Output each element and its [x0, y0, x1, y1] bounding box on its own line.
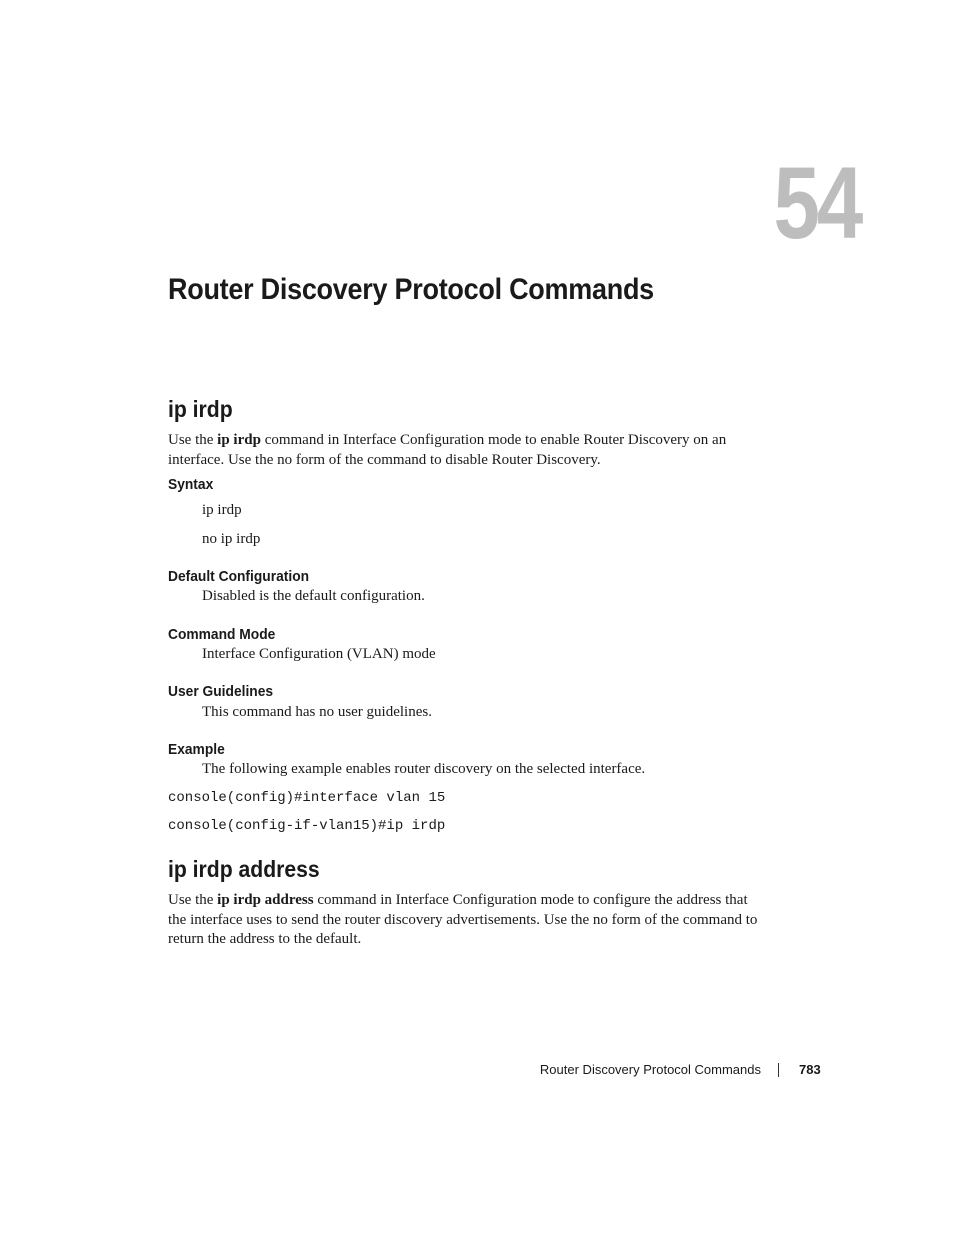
- syntax-line: ip irdp: [202, 502, 242, 518]
- section2-intro-line2: the interface uses to send the router discovery advertisements. Use the no form of the command to: [168, 911, 758, 928]
- section2-intro-line1: [168, 891, 798, 911]
- footer-chapter-label: Router Discovery Protocol Commands: [539, 1062, 761, 1077]
- command-mode-text: Interface Configuration (VLAN) mode: [202, 646, 436, 662]
- code-line: console(config)#interface vlan 15: [168, 790, 446, 806]
- example-text: The following example enables router discovery on the selected interface.: [202, 761, 646, 777]
- default-config-heading: Default Configuration: [168, 568, 310, 585]
- section-heading-ip-irdp-address: ip irdp address: [168, 856, 320, 882]
- section-heading-ip-irdp: ip irdp: [168, 396, 233, 422]
- command-name: ip irdp: [217, 432, 261, 448]
- chapter-title: Router Discovery Protocol Commands: [168, 273, 654, 306]
- example-heading: Example: [168, 741, 225, 758]
- command-name: ip irdp address: [217, 892, 314, 908]
- section1-intro-line2: interface. Use the no form of the command to disable Router Discovery.: [168, 451, 601, 468]
- intro-text: Use the: [168, 892, 218, 908]
- intro-text: command in Interface Configuration mode to configure the address that: [313, 892, 748, 908]
- footer-separator: [778, 1063, 779, 1077]
- syntax-line: no ip irdp: [202, 531, 261, 547]
- code-line: console(config-if-vlan15)#ip irdp: [168, 818, 446, 834]
- chapter-number: 54: [773, 146, 860, 260]
- intro-text: command in Interface Configuration mode to enable Router Discovery on an: [260, 432, 727, 448]
- syntax-heading: Syntax: [168, 476, 214, 493]
- section1-intro: [168, 431, 788, 470]
- section2-intro-line3: return the address to the default.: [168, 931, 362, 947]
- user-guidelines-heading: User Guidelines: [168, 683, 274, 700]
- command-mode-heading: Command Mode: [168, 626, 276, 643]
- intro-text: Use the: [168, 432, 218, 448]
- user-guidelines-text: This command has no user guidelines.: [202, 704, 432, 720]
- default-config-text: Disabled is the default configuration.: [202, 588, 425, 604]
- section2-intro: [168, 891, 798, 950]
- section1-intro-line1: [168, 431, 788, 451]
- page-number: 783: [799, 1062, 821, 1077]
